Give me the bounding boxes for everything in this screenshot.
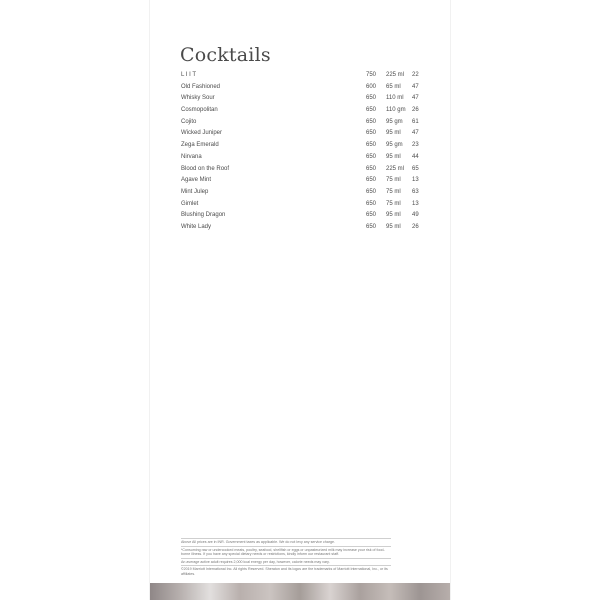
cocktail-price: 750 <box>366 72 377 78</box>
cocktail-kcal: 22 <box>412 72 419 78</box>
menu-row <box>181 128 429 140</box>
cocktail-volume: 75 ml <box>386 177 401 184</box>
cocktail-price: 650 <box>366 177 377 184</box>
cocktail-price: 650 <box>366 107 377 114</box>
cocktail-price: 650 <box>366 165 377 172</box>
cocktail-price: 650 <box>366 118 377 125</box>
footer-notes <box>181 538 391 578</box>
cocktail-price: 650 <box>366 142 377 149</box>
cocktail-price: 650 <box>366 223 377 230</box>
cocktail-kcal: 23 <box>412 142 419 149</box>
cocktail-volume: 225 ml <box>386 72 405 78</box>
cocktail-name: Nirvana <box>181 153 202 160</box>
footer-copyright: ©2019 Marriott International Inc. All rights Reserved. Sheraton and its logos are the trademarks of Marriott International, Inc., or its affiliates. <box>181 565 391 576</box>
cocktail-name: L I I T <box>181 72 197 78</box>
menu-row <box>181 105 429 117</box>
cocktail-kcal: 65 <box>412 165 419 172</box>
cocktail-name: Zega Emerald <box>181 142 219 149</box>
cocktail-volume: 110 ml <box>386 95 404 102</box>
cocktail-kcal: 61 <box>412 118 419 125</box>
menu-row <box>181 175 429 187</box>
footer-tax-note: Above All prices are in INR. Government taxes as applicable. We do not levy any service charge. <box>181 538 391 545</box>
cocktail-volume: 225 ml <box>386 165 405 172</box>
cocktail-kcal: 47 <box>412 83 419 90</box>
menu-row <box>181 187 429 199</box>
cocktail-price: 650 <box>366 153 377 160</box>
cocktail-kcal: 13 <box>412 177 419 184</box>
cocktail-volume: 95 gm <box>386 118 403 125</box>
cocktail-kcal: 26 <box>412 107 419 114</box>
cocktail-volume: 75 ml <box>386 200 401 207</box>
cocktail-name: Old Fashioned <box>181 83 221 90</box>
cocktail-volume: 95 ml <box>386 212 401 219</box>
cocktail-name: Agave Mint <box>181 177 212 184</box>
cocktail-volume: 110 gm <box>386 107 406 114</box>
cocktail-kcal: 44 <box>412 153 419 160</box>
cocktail-kcal: 49 <box>412 212 419 219</box>
menu-row <box>181 199 429 211</box>
menu-row <box>181 210 429 222</box>
cocktail-volume: 95 ml <box>386 130 401 137</box>
menu-row <box>181 70 429 82</box>
footer-energy-note: An average active adult requires 2,000 kcal energy per day, however, calorie needs may vary. <box>181 558 391 565</box>
cocktail-price: 650 <box>366 188 377 195</box>
cocktail-name: Whisky Sour <box>181 95 215 102</box>
cocktail-volume: 75 ml <box>386 188 401 195</box>
cocktail-name: Blood on the Roof <box>181 165 230 172</box>
cocktail-list <box>181 70 429 234</box>
menu-row <box>181 164 429 176</box>
menu-row <box>181 222 429 234</box>
cocktail-kcal: 47 <box>412 130 419 137</box>
cocktail-volume: 95 ml <box>386 153 401 160</box>
decorative-band <box>150 583 450 600</box>
cocktail-name: Cojito <box>181 118 197 125</box>
cocktail-price: 600 <box>366 83 377 90</box>
cocktail-name: Mint Julep <box>181 188 209 195</box>
menu-row <box>181 140 429 152</box>
cocktail-volume: 65 ml <box>386 83 401 90</box>
cocktail-kcal: 26 <box>412 223 419 230</box>
cocktail-price: 650 <box>366 95 377 102</box>
cocktail-kcal: 63 <box>412 188 419 195</box>
footer-health-note: *Consuming raw or undercooked meats, poultry, seafood, shellfish or eggs or unpasteurized milk may increase your risk of food-borne illness. If you have any special dietary needs or restrictions, kindly inform our restaurant staff. <box>181 546 391 557</box>
menu-row <box>181 93 429 105</box>
cocktail-volume: 95 gm <box>386 142 403 149</box>
cocktail-kcal: 13 <box>412 200 419 207</box>
cocktail-name: Blushing Dragon <box>181 212 226 219</box>
cocktail-kcal: 47 <box>412 95 419 102</box>
cocktail-name: Gimlet <box>181 200 199 207</box>
menu-row <box>181 152 429 164</box>
cocktail-price: 650 <box>366 200 377 207</box>
cocktail-price: 650 <box>366 212 377 219</box>
menu-row <box>181 117 429 129</box>
menu-page <box>150 0 450 600</box>
cocktail-volume: 95 ml <box>386 223 401 230</box>
cocktail-name: Wicked Juniper <box>181 130 223 137</box>
cocktail-price: 650 <box>366 130 377 137</box>
cocktail-name: Cosmopolitan <box>181 107 218 114</box>
page-title: Cocktails <box>180 43 271 66</box>
menu-row <box>181 82 429 94</box>
cocktail-name: White Lady <box>181 223 212 230</box>
